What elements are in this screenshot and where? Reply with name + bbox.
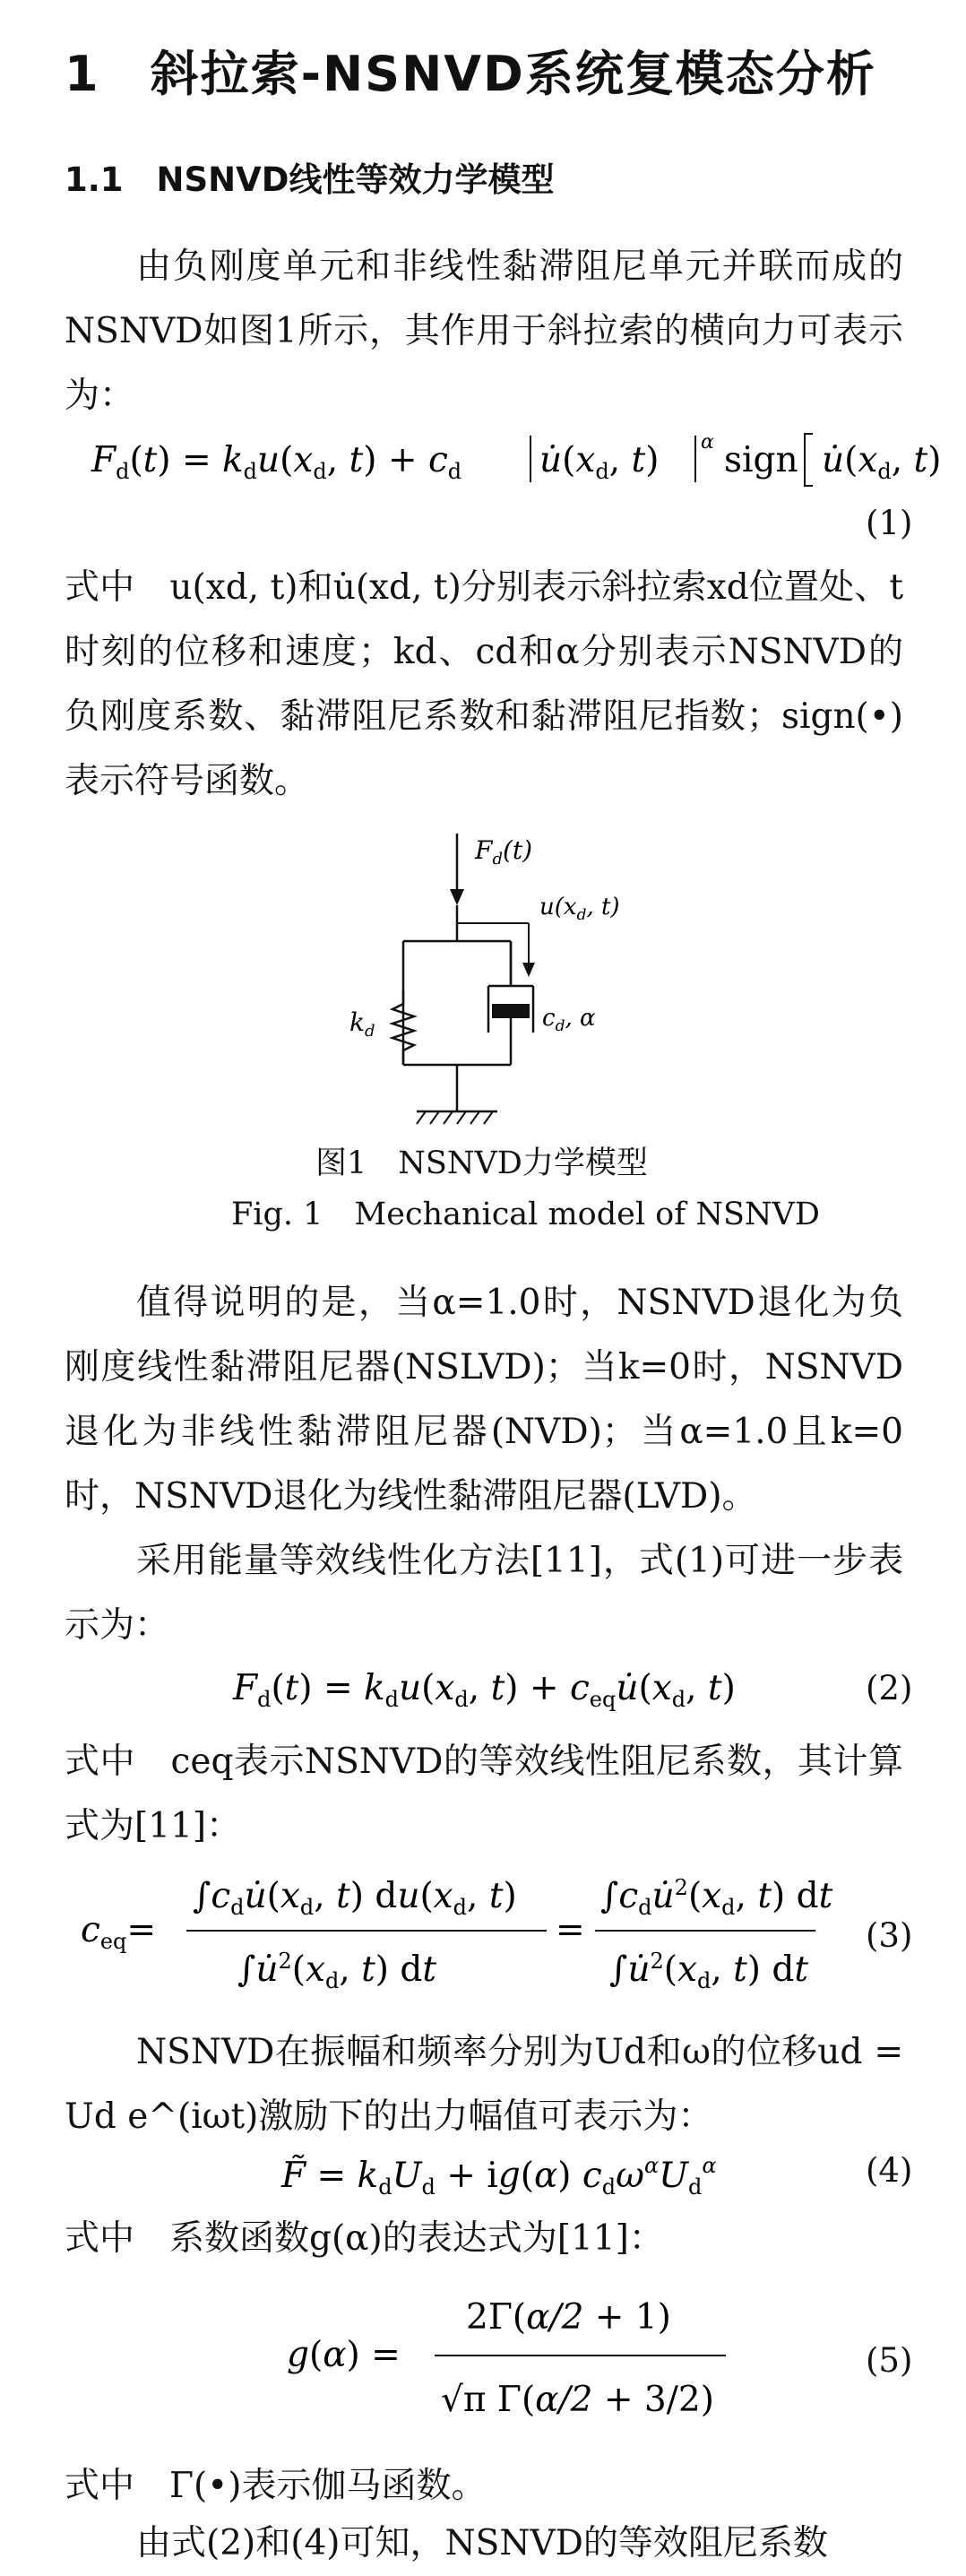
- equation-4-rendering: [278, 2144, 744, 2200]
- force-label: $F_d(t)$: [475, 835, 533, 869]
- g-function-paragraph: 式中 系数函数g(α)的表达式为[11]：: [65, 2218, 664, 2259]
- figure-1: [341, 825, 663, 1183]
- section-title: 1 斜拉索-NSNVD系统复模态分析: [65, 46, 876, 102]
- svg-text:α: α: [701, 431, 714, 454]
- spring-label: $k_d$: [349, 1007, 375, 1041]
- svg-text:F̃ = kdUd + ig(α) cdωαUdα: F̃ = $k_dU_d + ig(\alpha)$ $c_d\omega^\alpha U_d^\alpha$: [281, 2153, 717, 2200]
- figure-caption-en: Fig. 1 Mechanical model of NSNVD: [231, 1197, 820, 1232]
- equivalent-damping-paragraph: 由式(2)和(4)可知，NSNVD的等效阻尼系数: [136, 2523, 828, 2563]
- equation-4: [278, 2144, 744, 2200]
- damper-label: $c_d$, α: [542, 1005, 596, 1035]
- gamma-definition-paragraph: 式中 Γ(•)表示伽马函数。: [65, 2466, 487, 2506]
- svg-text:u̇(xd, t): $u̇(x_d$, t): [822, 440, 942, 484]
- svg-text:ceq=: $c_{eq}=$: [81, 1910, 157, 1954]
- equation-5: [287, 2277, 753, 2438]
- linearization-paragraph: 采用能量等效线性化方法[11]，式(1)可进一步表示为：: [65, 1541, 903, 1646]
- equation-3: [81, 1855, 869, 2008]
- svg-text:u̇(xd, t): $u̇(x_d$, t): [539, 440, 660, 484]
- svg-text:Fd(t) = kdu(xd, t) + cd: $F_d(t) = k_du(x_d$, $t) + c_d$: [91, 440, 462, 484]
- equation-1-rendering: [65, 428, 942, 491]
- equation-2-rendering: [224, 1660, 780, 1714]
- figure-caption-cn: 图1 NSNVD力学模型: [315, 1145, 648, 1181]
- displacement-label: $u(x_d$, t): [539, 894, 620, 924]
- svg-text:∫u̇2(xd, t) dt: $\int u̇^2(x_d$, t) dt: [237, 1949, 437, 1993]
- equation-2-number: (2): [866, 1669, 913, 1707]
- svg-text:∫cdu̇(xd, t) du(xd, t): $\int c_du̇(x_d$, t) $du(x_d$, t): [193, 1876, 517, 1920]
- svg-text:√π Γ(α/2 + 3/2): √π Γ(α/2 + 3/2): [441, 2380, 714, 2420]
- equation-1-number: (1): [866, 504, 913, 542]
- subsection-title: 1.1 NSNVD线性等效力学模型: [65, 160, 555, 199]
- force-amplitude-paragraph: NSNVD在振幅和频率分别为Ud和ω的位移ud = Ud e^(iωt)激励下的出力幅值可表示为：: [65, 2032, 903, 2137]
- svg-text:∫cdu̇2(xd, t) dt: $\int c_du̇^2(x_d$, t) dt: [600, 1875, 833, 1920]
- svg-text:∫u̇2(xd, t) dt: $\int u̇^2(x_d$, t) dt: [609, 1949, 809, 1993]
- equation-3-rendering: [81, 1855, 869, 2008]
- svg-text:=: =: [556, 1910, 585, 1950]
- ceq-definition-paragraph: 式中 ceq表示NSNVD的等效线性阻尼系数，其计算式为[11]：: [65, 1742, 903, 1846]
- intro-paragraph: 由负刚度单元和非线性黏滞阻尼单元并联而成的NSNVD如图1所示，其作用于斜拉索的横向力可表示为：: [65, 246, 903, 416]
- svg-text:sign: sign: [724, 440, 798, 480]
- mechanical-model-diagram: [341, 825, 663, 1183]
- equation-2: [224, 1660, 780, 1714]
- equation-5-rendering: [287, 2277, 753, 2438]
- svg-text:2Γ(α/2 + 1): 2Γ(α/2 + 1): [466, 2297, 671, 2338]
- definition-paragraph-1: 式中 u(xd, t)和u̇(xd, t)分别表示斜拉索xd位置处、t时刻的位移和速度；kd、cd和α分别表示NSNVD的负刚度系数、黏滞阻尼系数和黏滞阻尼指数；sign(•)表示符号函数。: [65, 567, 903, 801]
- degeneration-paragraph: 值得说明的是，当α=1.0时，NSNVD退化为负刚度线性黏滞阻尼器(NSLVD)；当k=0时，NSNVD退化为非线性黏滞阻尼器(NVD)；当α=1.0且k=0时，NSNVD退化为线性黏滞阻尼器(LVD)。: [65, 1283, 903, 1517]
- equation-3-number: (3): [866, 1916, 913, 1955]
- equation-4-number: (4): [866, 2151, 913, 2190]
- svg-text:g(α) =: g(α) =: [287, 2335, 401, 2375]
- equation-1: [65, 428, 942, 491]
- svg-text:Fd(t) = kdu(xd, t) + cequ̇(xd,: $F_d(t) = k_du(x_d$, $t) + c_{eq}u̇(x_d$, t): [233, 1668, 736, 1712]
- equation-5-number: (5): [866, 2341, 913, 2380]
